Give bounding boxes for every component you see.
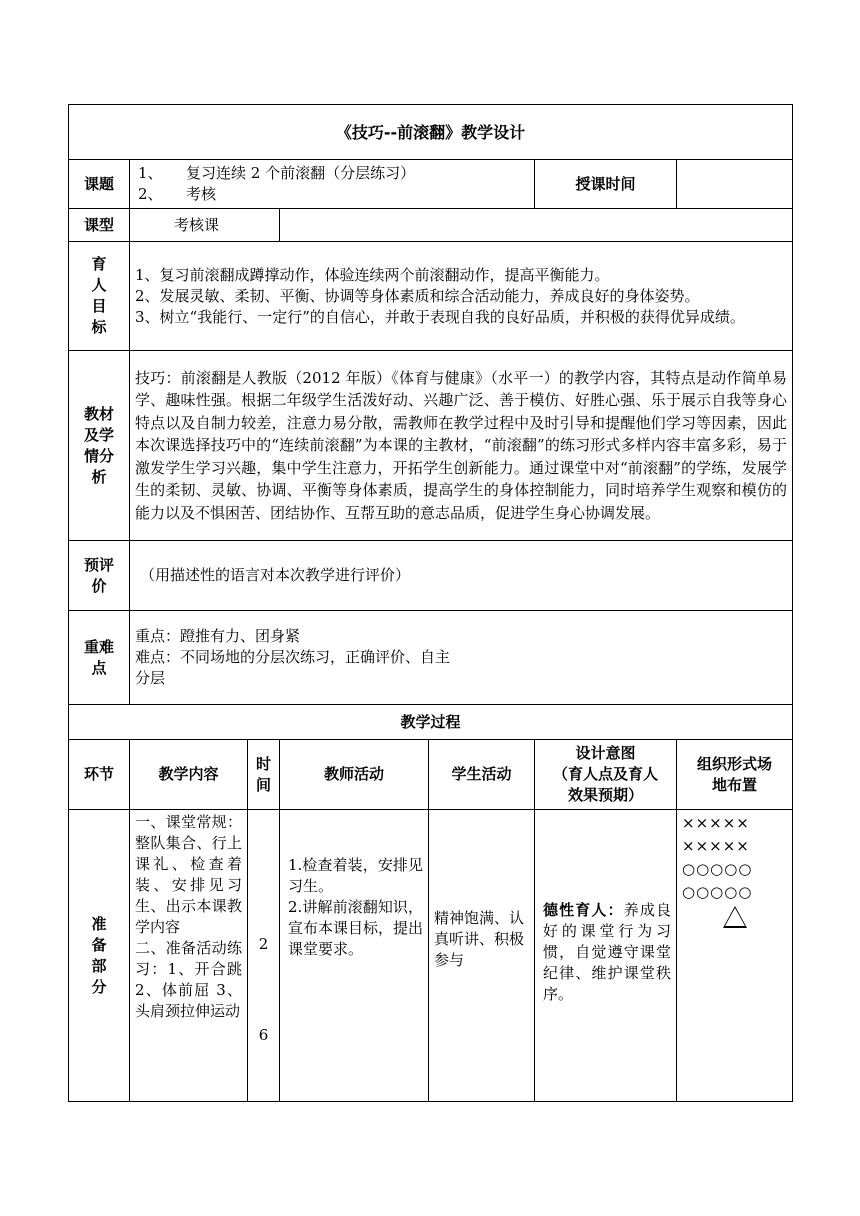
key-points-label: 重难 点 <box>69 611 130 705</box>
type-label: 课型 <box>69 209 130 242</box>
intent-text: 养成良好的课堂行为习惯，自觉遵守课堂纪律、维护课堂秩序。 <box>543 901 671 1003</box>
header-teacher: 教师活动 <box>280 740 429 810</box>
prepare-content: 一、课堂常规：整队集合、行上课礼、检查着装、安排见习生、出示本课教学内容 二、准备活动练习：1、开合跳 2、体前屈 3、头肩颈拉伸运动 <box>130 810 248 1102</box>
type-value: 考核课 <box>130 209 280 242</box>
goals-content <box>130 242 793 351</box>
topic-label: 课题 <box>69 160 130 209</box>
key-points-content <box>130 611 793 705</box>
formation-row-1: ××××× <box>682 814 750 832</box>
header-intent: 设计意图 （育人点及育人 效果预期） <box>535 740 677 810</box>
analysis-text: 技巧：前滚翻是人教版（2012 年版）《体育与健康》（水平一）的教学内容，其特点是动作简单易学、趣味性强。根据二年级学生活泼好动、兴趣广泛、善于模仿、好胜心强、乐于展示自我等身心特点以及自制力较差，注意力易分散，需教师在教学过程中及时引导和提醒他们学习等因素，因此本次课选择技巧中的“连续前滚翻”为本课的主教材，“前滚翻”的练习形式多样内容丰富多彩，易于激发学生学习兴趣，集中学生注意力，开拓学生创新能力。通过课堂中对“前滚翻”的学练，发展学生的柔韧、灵敏、协调、平衡等身体素质，提高学生的身体控制能力，同时培养学生观察和模仿的能力以及不惧困苦、团结协作、互帮互助的意志品质，促进学生身心协调发展。 <box>130 351 793 541</box>
teacher-position-triangle-icon <box>723 906 747 928</box>
student-activity: 精神饱满、认真听讲、积极参与 <box>429 810 535 1102</box>
intent-bold-label: 德性育人： <box>543 901 624 919</box>
analysis-label: 教材 及学 情分 析 <box>69 351 130 541</box>
time-value-2: 6 <box>258 1025 269 1044</box>
topic-item-2: 2、 考核 <box>138 185 217 203</box>
header-student: 学生活动 <box>429 740 535 810</box>
key-point-line-1: 重点：蹬推有力、团身紧 <box>135 627 301 645</box>
key-point-line-3: 分层 <box>135 669 166 687</box>
time-value-1: 2 <box>258 934 269 953</box>
prepare-time <box>248 810 280 1102</box>
key-point-line-2: 难点：不同场地的分层次练习，正确评价、自主 <box>135 648 451 666</box>
type-empty <box>280 209 793 242</box>
header-content: 教学内容 <box>130 740 248 810</box>
formation-row-3: ○○○○○ <box>682 860 753 878</box>
process-title: 教学过程 <box>69 705 793 740</box>
goal-line-1: 1、复习前滚翻成蹲撑动作，体验连续两个前滚翻动作，提高平衡能力。 <box>135 265 610 284</box>
header-stage: 环节 <box>69 740 130 810</box>
stage-prepare-label: 准 备 部 分 <box>69 810 130 1102</box>
topic-content <box>130 160 535 209</box>
lesson-plan-table <box>68 104 793 1102</box>
header-organization: 组织形式场 地布置 <box>677 740 793 810</box>
pre-eval-label: 预评 价 <box>69 541 130 611</box>
lesson-time-label: 授课时间 <box>535 160 677 209</box>
goals-label: 育 人 目 标 <box>69 242 130 351</box>
pre-eval-text: （用描述性的语言对本次教学进行评价） <box>130 541 793 611</box>
teacher-activity: 1.检查着装，安排见习生。 2.讲解前滚翻知识，宣布本课目标，提出课堂要求。 <box>280 810 429 1102</box>
goal-line-2: 2、发展灵敏、柔韧、平衡、协调等身体素质和综合活动能力，养成良好的身体姿势。 <box>135 286 700 305</box>
formation-row-4: ○○○○○ <box>682 883 753 901</box>
topic-item-1: 1、 复习连续 2 个前滚翻（分层练习） <box>138 164 416 182</box>
goal-line-3: 3、树立“我能行、一定行”的自信心，并敢于表现自我的良好品质，并积极的获得优异成绩。 <box>135 307 745 326</box>
lesson-plan <box>68 104 792 1102</box>
lesson-time-value <box>677 160 793 209</box>
header-time: 时间 <box>248 740 280 810</box>
formation-row-2: ××××× <box>682 837 750 855</box>
organization-layout <box>677 810 793 1102</box>
design-intent <box>535 810 677 1102</box>
document-title: 《技巧--前滚翻》教学设计 <box>69 105 793 160</box>
